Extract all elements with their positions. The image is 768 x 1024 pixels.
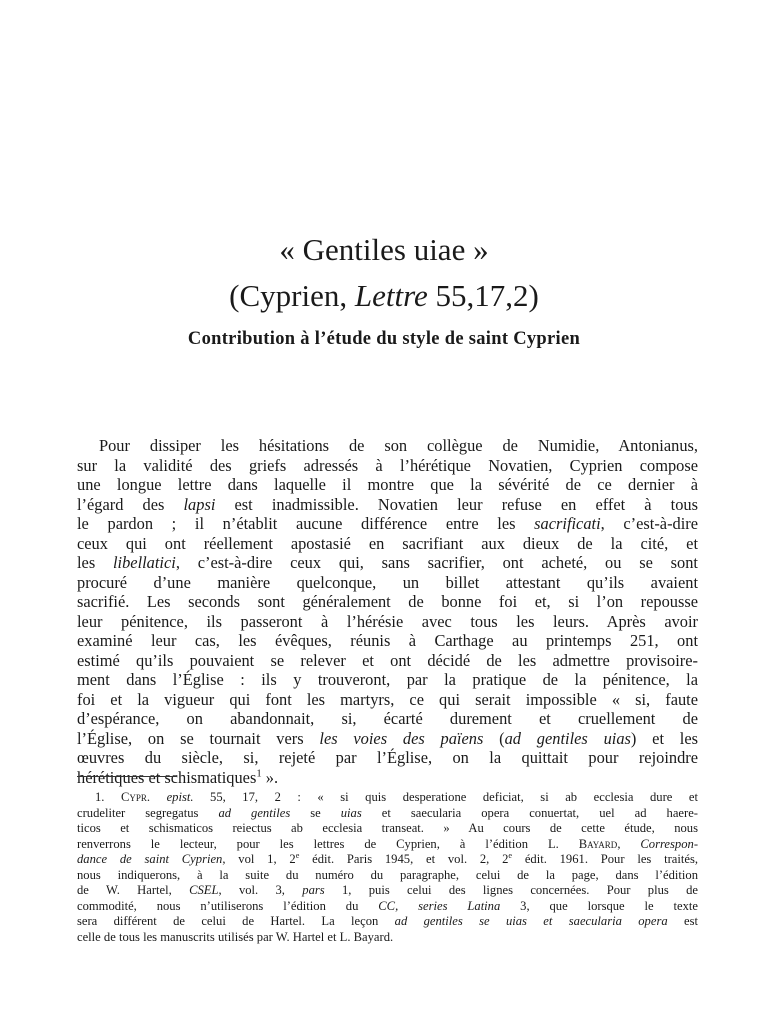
italic-text: Correspon- [640,836,699,851]
footnote-line: renverrons le lecteur, pour les lettres de Cyprien, à l’édition L. Bayard, Correspon- [77,836,699,851]
italic-text: epist. [166,790,194,804]
italic-text: uias [340,805,362,820]
italic-text: lapsi [183,494,216,514]
body-line: l’égard des lapsi est inadmissible. Novatien leur refuse en effet à tous [77,494,698,514]
italic-text: sacrificati [534,514,601,533]
italic-text: dance de saint Cyprien [77,852,223,866]
italic-text: libellatici [113,553,176,572]
body-line: œuvres du siècle, si, rejeté par l’Église, on la quittait pour rejoindre [77,748,698,767]
small-caps-text: Bayard [578,836,618,851]
body-paragraph [77,436,698,787]
footnote-line: sera différent de celui de Hartel. La leçon ad gentiles se uias et saecularia opera est [77,914,698,928]
body-line: l’Église, on se tournait vers les voies des païens (ad gentiles uias) et les [77,728,698,748]
footnote-line: dance de saint Cyprien, vol 1, 2e édit. Paris 1945, et vol. 2, 2e édit. 1961. Pour les traités, [77,850,699,866]
body-line: leur pénitence, ils passeront à l’hérésie avec tous les leurs. Après avoir [77,611,698,631]
footnote-line: commodité, nous n’utiliserons l’édition du CC, series Latina 3, que lorsque le texte [77,898,698,913]
footnote-line: ticos et schismaticos reiectus ab ecclesia transeat. » Au cours de cette étude, nous [77,821,698,835]
article-title: « Gentiles uiae » [279,232,489,267]
body-line: examiné leur cas, les évêques, réunis à Carthage au printemps 251, ont [77,631,698,650]
footnote [77,790,698,945]
italic-text: pars [302,883,325,897]
body-line: estimé qu’ils pouvaient se relever et ont décidé de les admettre provisoire- [77,650,698,670]
article-title-reference [0,278,768,314]
title-ref-italic: Lettre [354,278,428,313]
body-line: hérétiques et schismatiques$^1$ ». [77,767,279,787]
footnote-line: nous indiquerons, à la suite du numéro du paragraphe, celui de la page, dans l’édition [77,867,698,882]
body-line: d’espérance, on abandonnait, si, écarté durement et cruellement de [77,709,698,728]
body-line: Pour dissiper les hésitations de son collègue de Numidie, Antonianus, [99,436,698,455]
body-line: procuré d’une manière quelconque, un billet attestant qu’ils avaient [77,572,698,592]
small-caps-text: Cypr. [120,790,151,804]
body-line: les libellatici, c’est-à-dire ceux qui, sans sacrifier, ont acheté, ou se sont [77,553,698,572]
footnote-line: de W. Hartel, CSEL, vol. 3, pars 1, puis celui des lignes concernées. Pour plus de [77,883,698,897]
superscript: e [295,850,300,860]
footnote-line: celle de tous les manuscrits utilisés par W. Hartel et L. Bayard. [77,929,394,944]
article-subtitle: Contribution à l’étude du style de saint Cyprien [187,329,581,349]
body-line: foi et la vigueur qui font les martyrs, ce qui serait impossible « si, faute [77,689,698,709]
body-line: le pardon ; il n’établit aucune différence entre les sacrificati, c’est-à-dire [77,514,699,533]
superscript: e [508,850,513,860]
body-line: ment dans l’Église : ils y trouveront, par la pratique de la pénitence, la [77,670,698,689]
superscript: 1 [256,768,262,780]
italic-text: les voies des païens [319,728,484,748]
title-ref-before: (Cyprien, [229,278,355,313]
footnote-line: 1. Cypr. epist. 55, 17, 2 : « si quis desperatione deficiat, si ab ecclesia dure et [95,790,698,804]
footnote-rule [77,776,177,777]
body-line: une longue lettre dans laquelle il montre que la sévérité de ce dernier à [77,475,698,494]
body-line: sur la validité des griefs adressés à l’hérétique Novatien, Cyprien compose [77,455,698,475]
footnote-line: crudeliter segregatus ad gentiles se uias et saecularia opera conuertat, uel ad haere- [77,805,698,820]
italic-text: ad gentiles uias [504,728,631,748]
body-line: sacrifié. Les seconds sont généralement de bonne foi et, si l’on repousse [77,592,698,611]
italic-text: CSEL [189,883,219,897]
title-ref-after: 55,17,2) [427,278,539,313]
italic-text: CC, series Latina [378,898,501,913]
italic-text: ad gentiles se uias et saecularia opera [394,914,668,928]
italic-text: ad gentiles [218,805,291,820]
body-line: ceux qui ont réellement apostasié en sacrifiant aux dieux de la cité, et [77,533,698,553]
